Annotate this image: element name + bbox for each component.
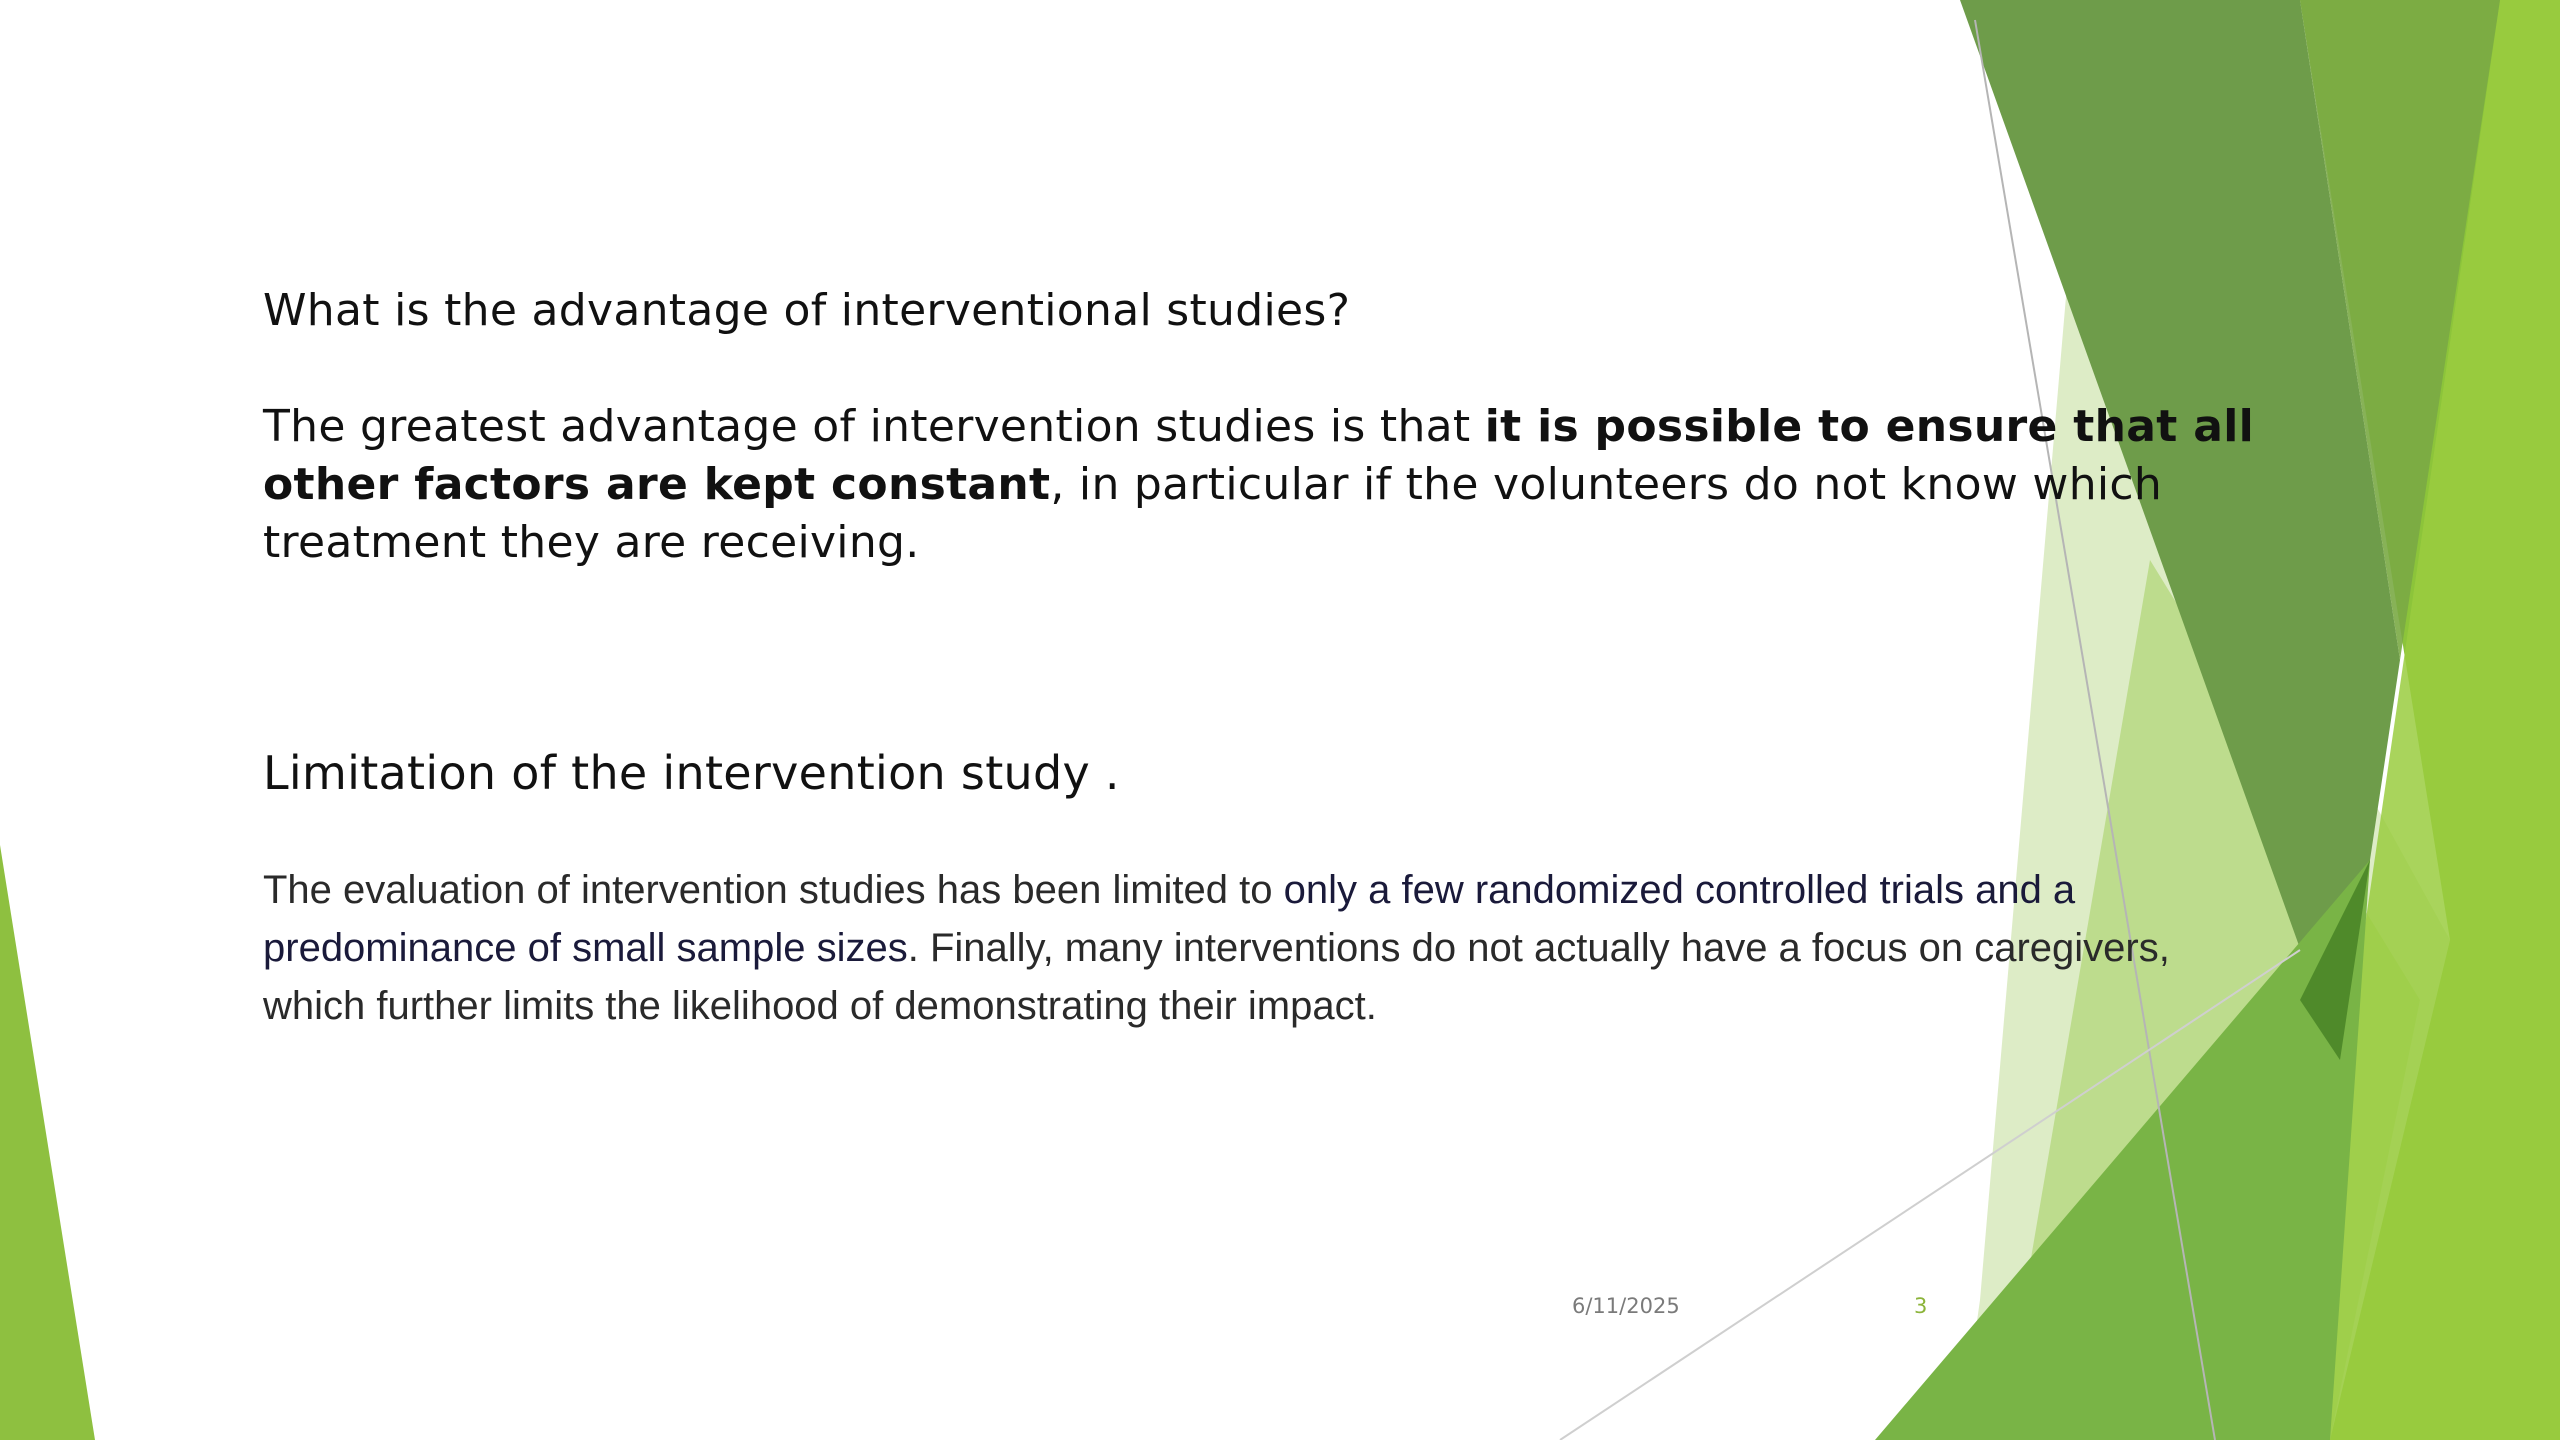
left-accent-triangle — [0, 845, 95, 1440]
slide-number: 3 — [1914, 1294, 1928, 1318]
answer-limitation-text-end: . Finally, many interventions do not actually have a focus on caregivers, which further limits the likelihood of demonstrating their impact. — [263, 926, 2170, 1028]
answer-advantage — [263, 398, 2283, 572]
answer-limitation-text-start: The evaluation of intervention studies has been limited to — [263, 868, 1284, 912]
answer-advantage-text-end: , in particular if the volunteers do not know which treatment they are receiving. — [263, 459, 2163, 568]
answer-advantage-bold: it is possible to ensure that all other factors are kept constant — [263, 401, 2254, 510]
answer-limitation — [263, 861, 2283, 1035]
answer-limitation-highlight: only a few randomized controlled trials and a predominance of small sample sizes — [263, 868, 2076, 970]
question-limitation: Limitation of the intervention study . — [263, 746, 1120, 800]
question-advantage: What is the advantage of interventional studies? — [263, 285, 1351, 336]
slide-date: 6/11/2025 — [1572, 1294, 1680, 1318]
answer-advantage-text-start: The greatest advantage of intervention studies is that — [263, 401, 1485, 452]
